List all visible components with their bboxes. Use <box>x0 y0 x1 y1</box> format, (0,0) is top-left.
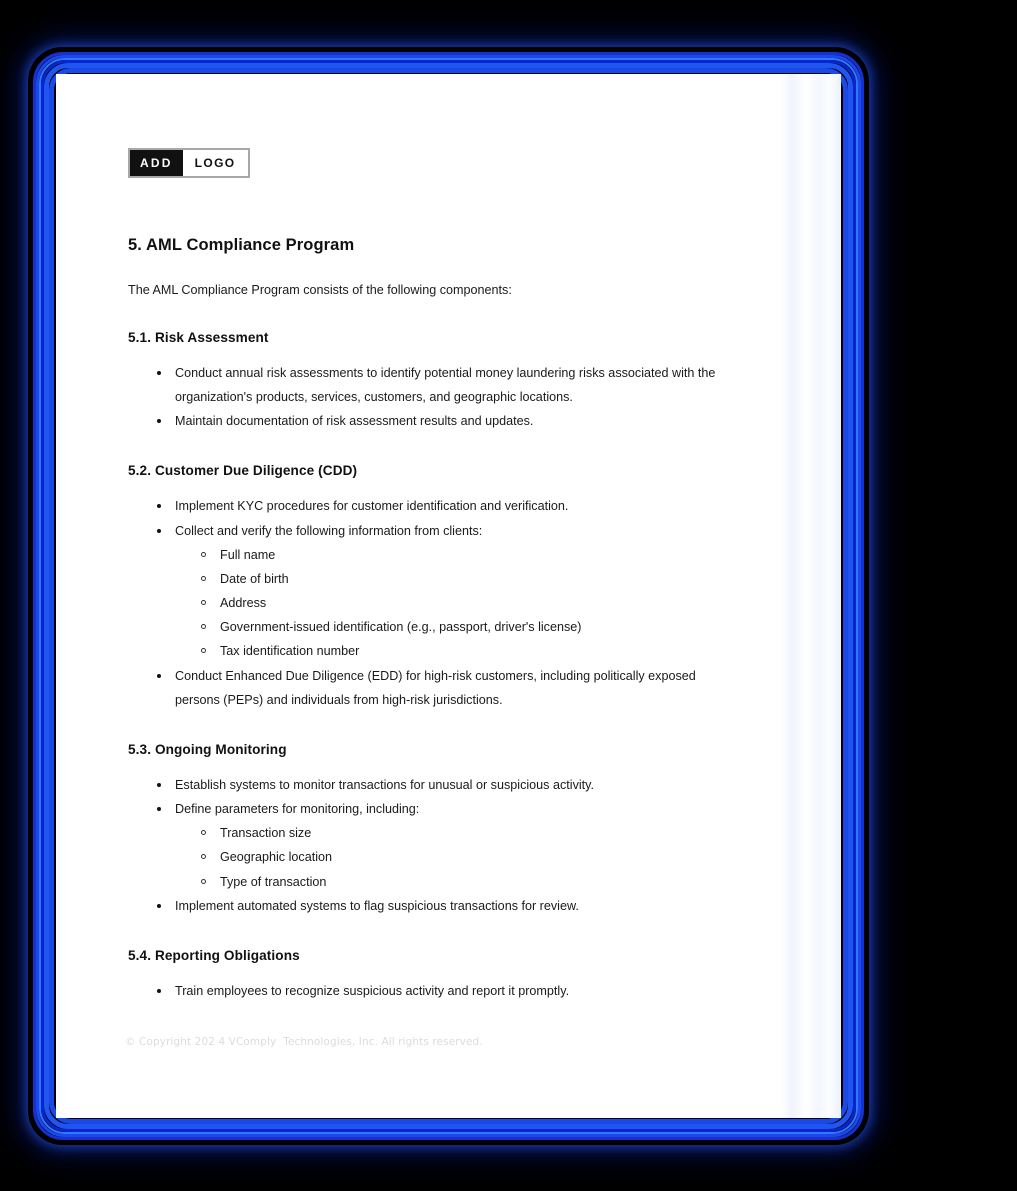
bullet-dot-icon <box>157 504 161 508</box>
document-section <box>128 330 728 434</box>
bullet-circle-icon <box>201 648 206 653</box>
bullet-circle-icon <box>201 624 206 629</box>
bullet-circle-icon <box>201 879 206 884</box>
bullet-dot-icon <box>157 904 161 908</box>
document-page <box>56 74 841 1118</box>
list-item <box>128 979 728 1003</box>
sub-list-item-text: Type of transaction <box>220 874 327 889</box>
sub-list-item <box>175 821 728 845</box>
bullet-dot-icon <box>157 674 161 678</box>
sub-list-item-text: Geographic location <box>220 850 333 865</box>
bullet-circle-icon <box>201 552 206 557</box>
document-body <box>128 148 728 1003</box>
bullet-dot-icon <box>157 529 161 533</box>
list-item-text: Conduct annual risk assessments to identify potential money laundering risks associated with the organization's products, services, customers, and geographic locations. <box>175 365 716 405</box>
list-item-text: Define parameters for monitoring, including: <box>175 802 420 817</box>
list-item-text: Conduct Enhanced Due Diligence (EDD) for high-risk customers, including politically exposed persons (PEPs) and individuals from high-risk jurisdictions. <box>175 668 696 707</box>
sub-list-item <box>175 639 728 663</box>
list-item <box>128 797 728 894</box>
document-section <box>128 742 728 918</box>
sub-list-item-text: Government-issued identification (e.g., passport, driver's license) <box>220 620 582 635</box>
section-heading: 5.4. Reporting Obligations <box>128 947 300 963</box>
list-item <box>128 664 728 712</box>
section-heading: 5.1. Risk Assessment <box>128 329 269 345</box>
sections-container <box>128 330 728 1003</box>
bullet-dot-icon <box>157 783 161 787</box>
list-item-text: Collect and verify the following information from clients: <box>175 523 483 538</box>
list-item <box>128 894 728 918</box>
add-logo-placeholder[interactable] <box>128 148 250 178</box>
bullet-list <box>128 773 728 918</box>
sub-list-item <box>175 870 728 894</box>
sub-list-item <box>175 591 728 615</box>
sub-bullet-list <box>175 821 728 894</box>
list-item-text: Implement KYC procedures for customer identification and verification. <box>175 499 569 514</box>
sub-list-item <box>175 543 728 567</box>
document-section <box>128 463 728 712</box>
list-item-text: Train employees to recognize suspicious activity and report it promptly. <box>175 983 570 998</box>
list-item <box>128 519 728 664</box>
list-item-text: Establish systems to monitor transactions for unusual or suspicious activity. <box>175 777 595 792</box>
bullet-circle-icon <box>201 576 206 581</box>
bullet-list <box>128 494 728 712</box>
bullet-circle-icon <box>201 600 206 605</box>
sub-list-item-text: Transaction size <box>220 826 312 841</box>
section-heading: 5.3. Ongoing Monitoring <box>128 741 287 757</box>
sub-list-item <box>175 845 728 869</box>
sub-list-item-text: Tax identification number <box>220 644 360 659</box>
copyright-footer: © Copyright 202 4 VComply Technologies, Inc. All rights reserved. <box>125 1036 483 1048</box>
bullet-list <box>128 361 728 434</box>
sub-bullet-list <box>175 543 728 664</box>
sub-list-item-text: Full name <box>220 547 276 562</box>
intro-paragraph: The AML Compliance Program consists of the following components: <box>128 283 512 297</box>
bullet-dot-icon <box>157 989 161 993</box>
page-title: 5. AML Compliance Program <box>128 236 355 254</box>
sub-list-item-text: Date of birth <box>220 571 289 586</box>
bullet-dot-icon <box>157 807 161 811</box>
bullet-dot-icon <box>157 419 161 423</box>
bullet-circle-icon <box>201 854 206 859</box>
list-item <box>128 773 728 797</box>
add-logo-word-label: LOGO <box>183 150 248 176</box>
list-item-text: Implement automated systems to flag suspicious transactions for review. <box>175 898 579 913</box>
bullet-dot-icon <box>157 371 161 375</box>
section-heading: 5.2. Customer Due Diligence (CDD) <box>128 463 358 479</box>
sub-list-item-text: Address <box>220 596 267 611</box>
list-item <box>128 409 728 433</box>
list-item-text: Maintain documentation of risk assessment results and updates. <box>175 414 534 429</box>
sub-list-item <box>175 615 728 639</box>
list-item <box>128 361 728 409</box>
add-logo-add-label: ADD <box>130 150 183 176</box>
page-sheen-overlay <box>781 74 841 1118</box>
document-section <box>128 948 728 1003</box>
sub-list-item <box>175 567 728 591</box>
bullet-list <box>128 979 728 1003</box>
list-item <box>128 494 728 518</box>
bullet-circle-icon <box>201 830 206 835</box>
